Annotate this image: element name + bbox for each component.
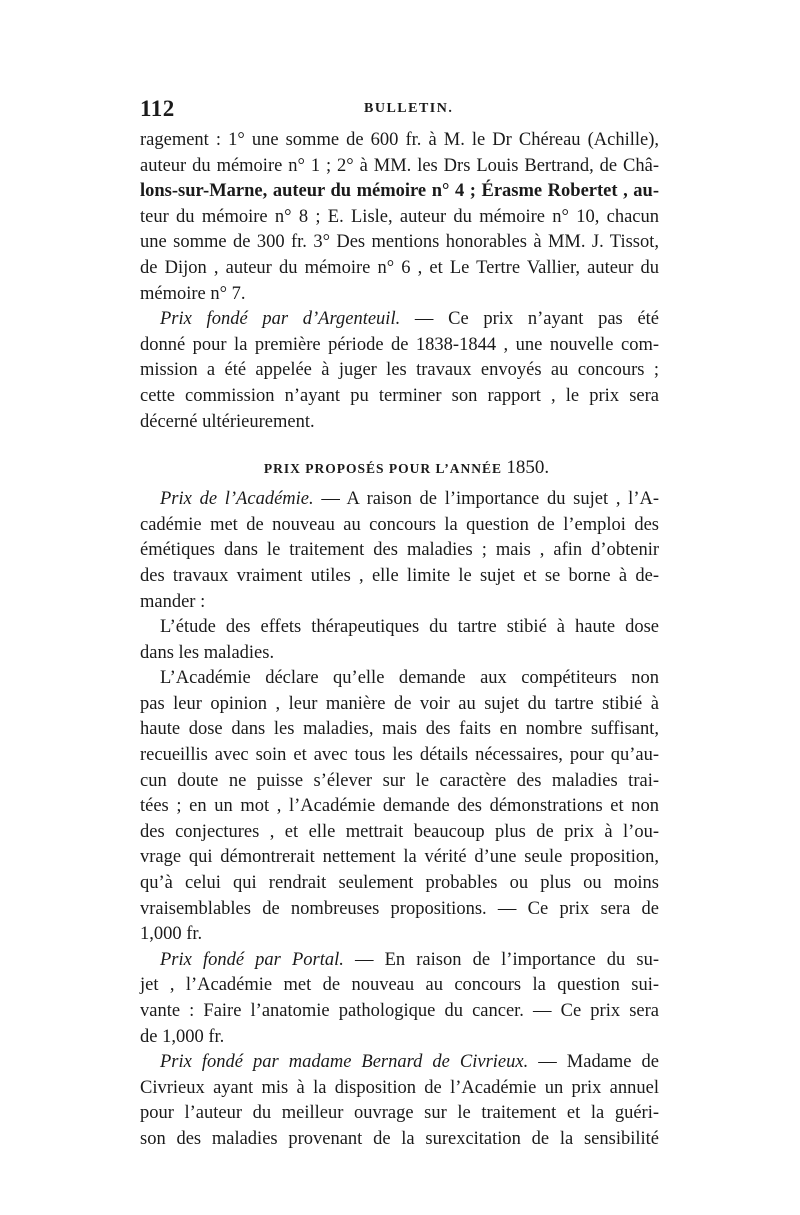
text-line: haute dose dans les maladies, mais des faits en nombre suffisant, bbox=[140, 719, 659, 740]
text-line: cadémie met de nouveau au concours la question de l’emploi des bbox=[140, 514, 659, 535]
body-text bbox=[140, 128, 659, 1153]
section-heading-year: 1850. bbox=[506, 457, 550, 479]
running-head: BULLETIN. bbox=[364, 101, 454, 116]
text-line: lons-sur-Marne, auteur du mémoire n° 4 ; Érasme Robertet , au- bbox=[140, 181, 659, 202]
page-number: 112 bbox=[140, 96, 175, 121]
text-line: son des maladies provenant de la surexcitation de la sensibilité bbox=[140, 1128, 659, 1149]
paragraph-civrieux bbox=[140, 1050, 659, 1076]
section-heading-text: PRIX PROPOSÉS POUR L’ANNÉE bbox=[263, 461, 503, 477]
text-line: décerné ultérieurement. bbox=[140, 411, 315, 432]
text-run: — A raison de l’importance du sujet , l’A- bbox=[313, 489, 659, 510]
text-line: pour l’auteur du meilleur ouvrage sur le traitement et la guéri- bbox=[140, 1103, 659, 1124]
text-run: — En raison de l’importance du su- bbox=[343, 949, 659, 970]
text-line: Civrieux ayant mis à la disposition de l’Académie un prix annuel bbox=[140, 1077, 659, 1098]
text-line: vraisemblables de nombreuses propositions. — Ce prix sera de bbox=[140, 898, 659, 919]
text-line: mémoire n° 7. bbox=[140, 283, 246, 304]
text-line: des conjectures , et elle mettrait beaucoup plus de prix à l’ou- bbox=[140, 821, 659, 842]
text-line: mission a été appelée à juger les travaux envoyés au concours ; bbox=[140, 360, 659, 381]
text-line: vrage qui démontrerait nettement la vérité d’une seule proposition, bbox=[140, 847, 659, 868]
text-line: L’Académie déclare qu’elle demande aux compétiteurs non bbox=[160, 668, 659, 689]
text-line: donné pour la première période de 1838-1844 , une nouvelle com- bbox=[140, 334, 659, 355]
paragraph-academie bbox=[140, 487, 659, 513]
text-line: recueillis avec soin et avec tous les détails nécessaires, pour qu’au- bbox=[140, 745, 659, 766]
text-line: de 1,000 fr. bbox=[140, 1026, 225, 1047]
text-line: jet , l’Académie met de nouveau au concours la question sui- bbox=[140, 975, 659, 996]
text-line: teur du mémoire n° 8 ; E. Lisle, auteur du mémoire n° 10, chacun bbox=[140, 206, 659, 227]
text-line: cette commission n’ayant pu terminer son rapport , le prix sera bbox=[140, 385, 659, 406]
text-line: pas leur opinion , leur manière de voir au sujet du tartre stibié à bbox=[140, 693, 659, 714]
prize-title-argenteuil: Prix fondé par d’Argenteuil. bbox=[160, 309, 401, 330]
text-line: mander : bbox=[140, 591, 206, 612]
text-line: 1,000 fr. bbox=[140, 924, 203, 945]
paragraph-argenteuil bbox=[140, 307, 659, 333]
text-line: L’étude des effets thérapeutiques du tartre stibié à haute dose bbox=[160, 617, 659, 638]
text-line: des travaux vraiment utiles , elle limite le sujet et se borne à de- bbox=[140, 565, 659, 586]
text-line: auteur du mémoire n° 1 ; 2° à MM. les Drs Louis Bertrand, de Châ- bbox=[140, 155, 659, 176]
section-heading bbox=[140, 452, 659, 484]
text-line: une somme de 300 fr. 3° Des mentions honorables à MM. J. Tissot, bbox=[140, 232, 659, 253]
paragraph-portal bbox=[140, 948, 659, 974]
text-line: émétiques dans le traitement des maladies ; mais , afin d’obtenir bbox=[140, 540, 659, 561]
prize-title-civrieux: Prix fondé par madame Bernard de Civrieux. bbox=[160, 1052, 529, 1073]
text-line: de Dijon , auteur du mémoire n° 6 , et Le Tertre Vallier, auteur du bbox=[140, 257, 659, 278]
text-line: tées ; en un mot , l’Académie demande des démonstrations et non bbox=[140, 796, 659, 817]
text-line: vante : Faire l’anatomie pathologique du cancer. — Ce prix sera bbox=[140, 1001, 659, 1021]
prize-title-portal: Prix fondé par Portal. bbox=[160, 949, 344, 970]
text-line: cun doute ne puisse s’élever sur le caractère des maladies trai- bbox=[140, 770, 659, 791]
text-line: qu’à celui qui rendrait seulement probables ou plus ou moins bbox=[140, 873, 659, 894]
text-line: dans les maladies. bbox=[140, 642, 275, 663]
text-run: — Madame de bbox=[528, 1052, 659, 1073]
text-run: — Ce prix n’ayant pas été bbox=[400, 309, 660, 330]
spacer bbox=[140, 435, 659, 452]
text-line: ragement : 1° une somme de 600 fr. à M. le Dr Chéreau (Achille), bbox=[140, 130, 659, 150]
page-header bbox=[140, 96, 660, 122]
prize-title-academie: Prix de l’Académie. bbox=[160, 489, 314, 510]
